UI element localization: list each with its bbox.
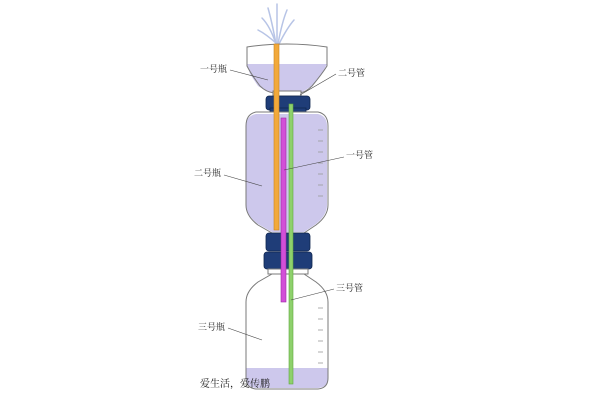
label-tube-top: 二号管 [338, 69, 366, 79]
bottle-2 [246, 112, 328, 233]
bottle-1 [247, 44, 327, 96]
tube-orange [274, 44, 279, 230]
bottle-1-water [247, 64, 327, 92]
bottle-2-water [246, 114, 327, 232]
tube-magenta [281, 118, 286, 302]
caption: 爱生活，爱传鹏 [200, 379, 270, 390]
tube-green [289, 104, 293, 384]
cap-2 [264, 233, 312, 274]
cap-1 [266, 96, 310, 112]
label-bottle-2: 二号瓶 [194, 169, 222, 179]
bottle-3 [246, 274, 328, 389]
label-bottle-3: 三号瓶 [198, 323, 226, 333]
label-tube-mid: 一号管 [346, 151, 374, 161]
label-tube-low: 三号管 [336, 284, 364, 294]
water-spray [258, 4, 294, 44]
leader-bottle-3 [228, 328, 262, 340]
label-bottle-1: 一号瓶 [200, 65, 228, 75]
bottle-3-scale [318, 308, 323, 363]
